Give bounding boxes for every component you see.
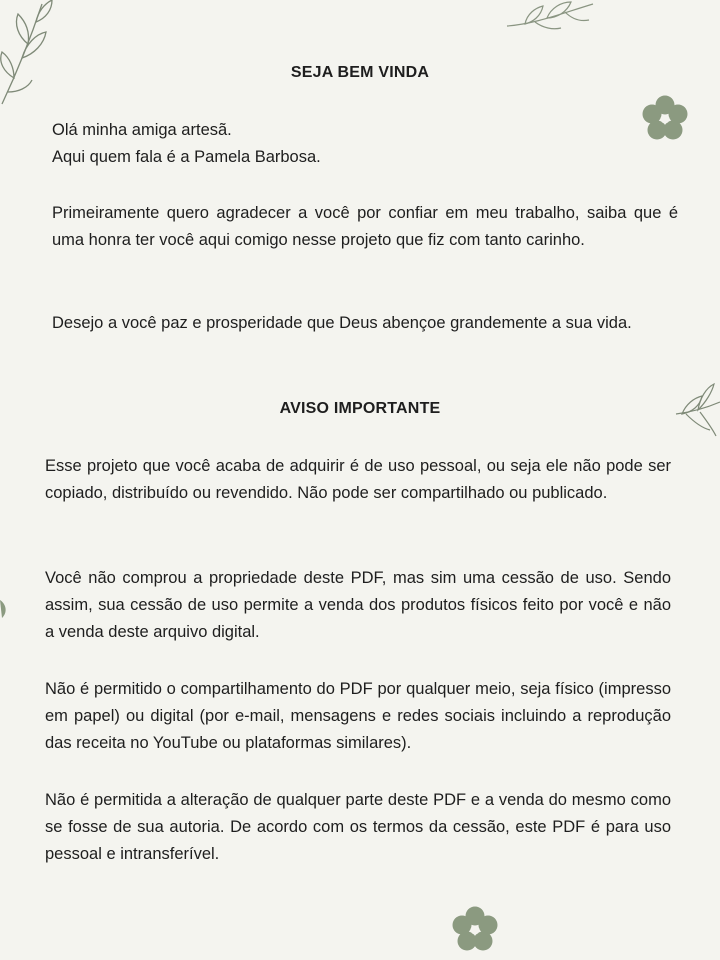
flower-bottom-center-icon: [450, 905, 500, 955]
greeting-line-1: Olá minha amiga artesã.: [52, 121, 232, 139]
greeting-paragraph: [52, 117, 678, 171]
welcome-heading: SEJA BEM VINDA: [290, 64, 430, 81]
greeting-line-2: Aqui quem fala é a Pamela Barbosa.: [52, 148, 321, 166]
leaf-branch-top-center-icon: [505, 0, 595, 34]
thanks-paragraph: Primeiramente quero agradecer a você por confiar em meu trabalho, saiba que é uma honra ter você aqui comigo nesse projeto que fiz com tanto carinho.: [52, 204, 678, 249]
notice-paragraph-3: Não é permitido o compartilhamento do PDF por qualquer meio, seja físico (impresso em papel) ou digital (por e-mail, mensagens e redes sociais incluindo a reprodução das receita no YouTube ou plataformas similares).: [45, 680, 671, 752]
notice-heading: AVISO IMPORTANTE: [279, 400, 441, 417]
leaf-branch-top-left-icon: [0, 0, 70, 110]
notice-paragraph-2: Você não comprou a propriedade deste PDF, mas sim uma cessão de uso. Sendo assim, sua cessão de uso permite a venda dos produtos físicos feito por você e não a venda deste arquivo digital.: [45, 569, 671, 641]
leaf-fragment-left-icon: [0, 598, 10, 620]
notice-paragraph-4: Não é permitida a alteração de qualquer parte deste PDF e a venda do mesmo como se fosse de sua autoria. De acordo com os termos da cessão, este PDF é para uso pessoal e intransferível.: [45, 791, 671, 863]
wish-paragraph: Desejo a você paz e prosperidade que Deus abençoe grandemente a sua vida.: [52, 314, 632, 332]
notice-paragraph-1: Esse projeto que você acaba de adquirir é de uso pessoal, ou seja ele não pode ser copiado, distribuído ou revendido. Não pode ser compartilhado ou publicado.: [45, 457, 671, 502]
